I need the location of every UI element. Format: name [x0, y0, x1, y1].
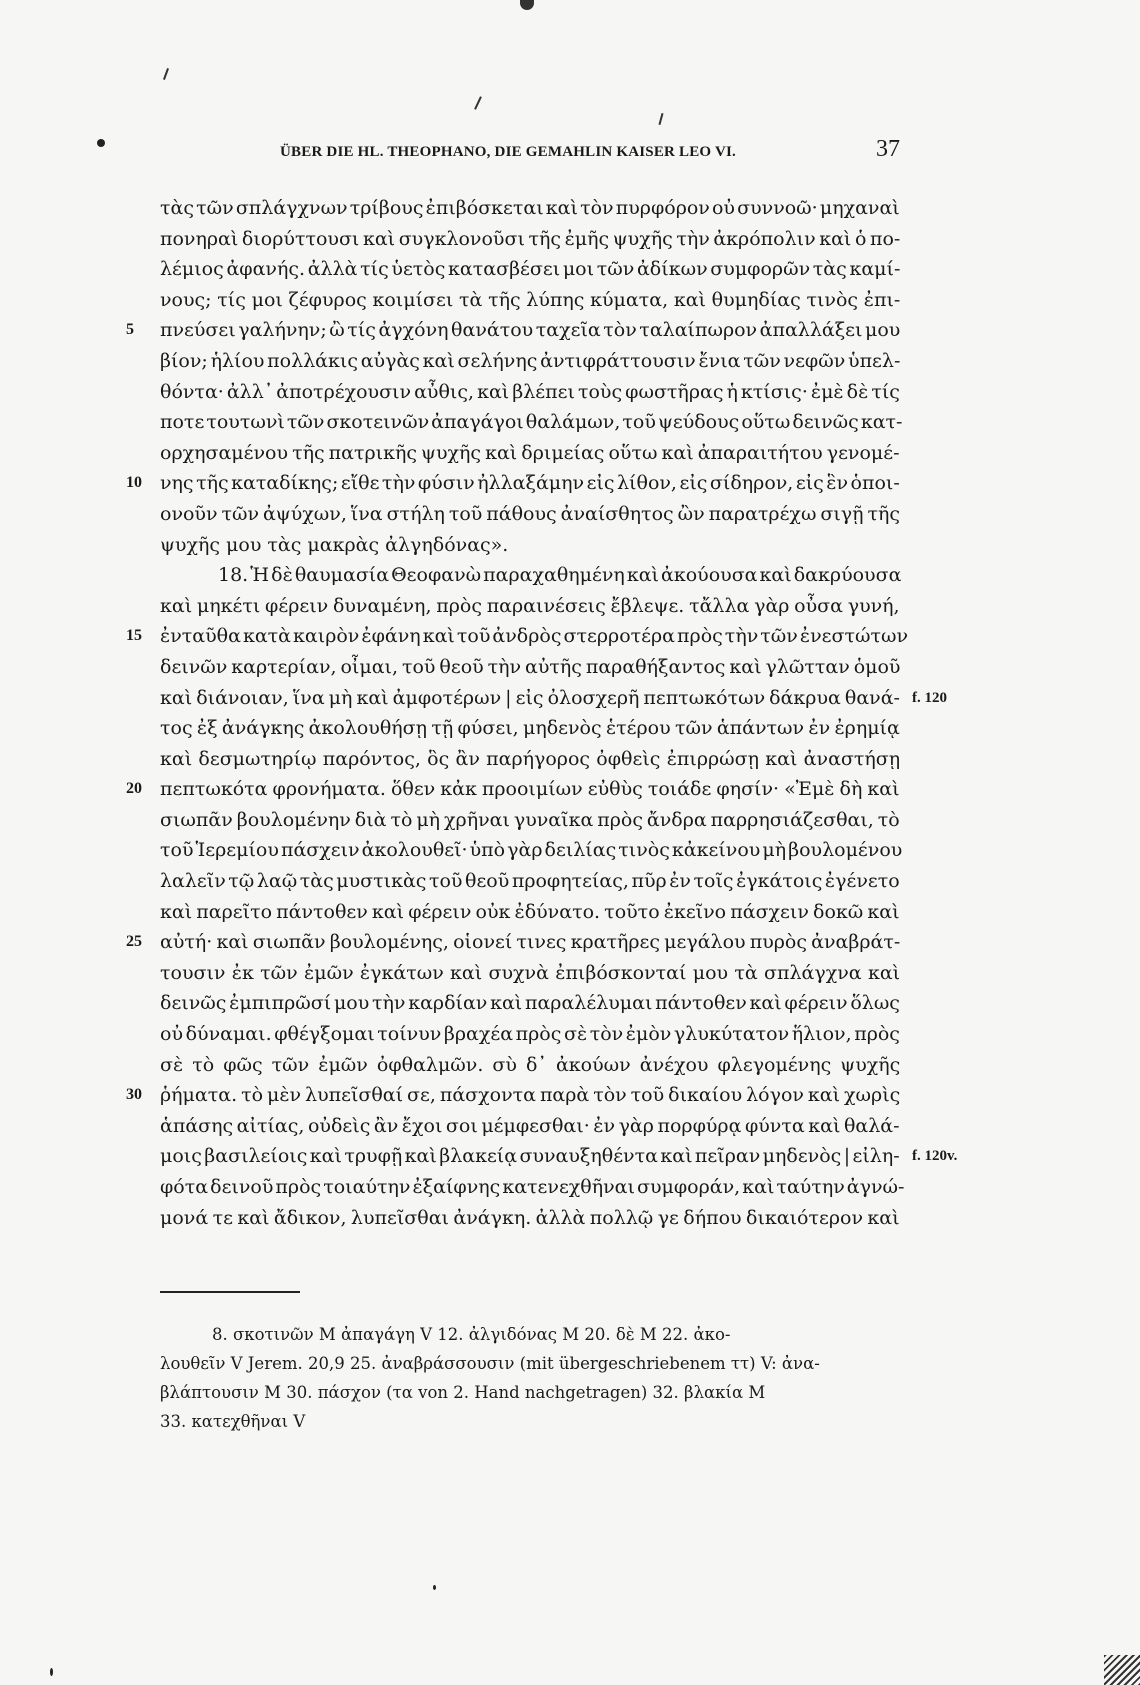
text-line	[160, 744, 900, 775]
footnote-line: λουθεῖν V Jerem. 20,9 25. ἀναβράσσουσιν (mit übergeschriebenem ττ) V: ἀνα-	[160, 1354, 820, 1373]
line-text: τουσιν ἐκ τῶν ἐμῶν ἐγκάτων καὶ συχνὰ ἐπιβόσκονταί μου τὰ σπλάγχνα καὶ	[160, 961, 901, 984]
text-line	[160, 1203, 900, 1234]
line-text: πεπτωκότα φρονήματα. ὅθεν κἀκ προοιμίων εὐθὺς τοιάδε φησίν· «Ἐμὲ δὴ καὶ	[160, 778, 900, 801]
scan-corner-pattern	[1104, 1655, 1140, 1685]
text-line	[160, 560, 900, 591]
running-head: ÜBER DIE HL. THEOPHANO, DIE GEMAHLIN KAISER LEO VI.	[280, 144, 736, 160]
line-text: φότα δεινοῦ πρὸς τοιαύτην ἐξαίφνης κατενεχθῆναι συμφοράν, καὶ ταύτην ἀγνώ-	[160, 1176, 905, 1198]
text-line	[160, 866, 900, 897]
scan-mark	[658, 113, 663, 125]
text-line	[160, 377, 900, 408]
text-line	[126, 621, 909, 652]
scan-speck	[97, 139, 105, 147]
scan-mark	[474, 96, 482, 110]
line-text: λαλεῖν τῷ λαῷ τὰς μυστικὰς τοῦ θεοῦ προφητείας, πῦρ ἐν τοῖς ἐγκάτοις ἐγένετο	[160, 870, 900, 893]
text-line	[160, 958, 900, 989]
line-text: καὶ μηκέτι φέρειν δυναμένη, πρὸς παραινέσεις ἔβλεψε. τἄλλα γὰρ οὖσα γυνή,	[160, 594, 900, 617]
scan-artifact	[520, 0, 534, 10]
footnote-line: 8. σκοτινῶν M ἀπαγάγη V 12. ἀλγιδόνας M 20. δὲ M 22. ἀκο-	[212, 1325, 731, 1344]
line-text: ονοῦν τῶν ἀψύχων, ἵνα στήλη τοῦ πάθους ἀναίσθητος ὢν παρατρέχω σιγῇ τῆς	[160, 502, 901, 525]
text-line	[160, 407, 903, 438]
text-line	[160, 652, 900, 683]
line-text: βίον; ἡλίου πολλάκις αὐγὰς καὶ σελήνης ἀντιφράττουσιν ἔνια τῶν νεφῶν ὑπελ-	[160, 349, 901, 372]
page-header	[160, 136, 900, 163]
line-text: ῥήματα. τὸ μὲν λυπεῖσθαί σε, πάσχοντα παρὰ τὸν τοῦ δικαίου λόγον καὶ χωρὶς	[160, 1084, 901, 1107]
text-line	[126, 315, 901, 346]
line-text: ορχησαμένου τῆς πατρικῆς ψυχῆς καὶ δριμείας οὕτω καὶ ἀπαραιτήτου γενομέ-	[160, 441, 900, 464]
text-line	[126, 468, 900, 499]
line-text: καὶ δεσμωτηρίῳ παρόντος, ὃς ἂν παρήγορος ὀφθεὶς ἐπιρρώσῃ καὶ ἀναστήσῃ	[160, 747, 901, 770]
line-text: σιωπᾶν βουλομένην διὰ τὸ μὴ χρῆναι γυναῖκα πρὸς ἄνδρα παρρησιάζεσθαι, τὸ	[160, 808, 900, 831]
text-line	[160, 224, 900, 255]
line-number: 25	[126, 933, 142, 951]
scan-speck	[50, 1668, 53, 1676]
line-text: νης τῆς καταδίκης; εἴθε τὴν φύσιν ἠλλαξάμην εἰς λίθον, εἰς σίδηρον, εἰς ἓν ὁποι-	[160, 472, 900, 495]
line-text: ἐνταῦθα κατὰ καιρὸν ἐφάνη καὶ τοῦ ἀνδρὸς στερροτέρα πρὸς τὴν τῶν ἐνεστώτων	[160, 625, 909, 648]
text-line	[160, 1141, 958, 1172]
folio-marker: f. 120v.	[912, 1148, 958, 1165]
line-text: νους; τίς μοι ζέφυρος κοιμίσει τὰ τῆς λύπης κύματα, καὶ θυμηδίας τινὸς ἐπι-	[160, 288, 901, 311]
line-text: τος ἐξ ἀνάγκης ἀκολουθήσῃ τῇ φύσει, μηδενὸς ἑτέρου τῶν ἁπάντων ἐν ἐρημίᾳ	[160, 717, 900, 740]
scan-mark	[163, 68, 169, 80]
line-text: πονηραὶ διορύττουσι καὶ συγκλονοῦσι τῆς ἐμῆς ψυχῆς τὴν ἀκρόπολιν καὶ ὁ πο-	[160, 227, 901, 250]
line-text: καὶ παρεῖτο πάντοθεν καὶ φέρειν οὐκ ἐδύνατο. τοῦτο ἐκεῖνο πάσχειν δοκῶ καὶ	[160, 900, 900, 923]
line-text: 18. Ἡ δὲ θαυμασία Θεοφανὼ παραχαθημένη καὶ ἀκούουσα καὶ δακρύουσα	[218, 564, 902, 587]
line-number: 15	[126, 627, 142, 645]
text-line	[160, 285, 900, 316]
text-line	[160, 835, 903, 866]
footnote-rule	[160, 1291, 300, 1293]
line-text: μονά τε καὶ ἄδικον, λυπεῖσθαι ἀνάγκη. ἀλλὰ πολλῷ γε δήπου δικαιότερον καὶ	[160, 1206, 900, 1229]
line-text: λέμιος ἀφανής. ἀλλὰ τίς ὑετὸς κατασβέσει μοι τῶν ἀδίκων συμφορῶν τὰς καμί-	[160, 258, 901, 281]
folio-marker: f. 120	[912, 689, 947, 706]
line-text: ἁπάσης αἰτίας, οὐδεὶς ἂν ἔχοι σοι μέμφεσθαι· ἐν γὰρ πορφύρᾳ φύντα καὶ θαλά-	[160, 1114, 900, 1137]
footnote-line: βλάπτουσιν M 30. πάσχον (τα von 2. Hand nachgetragen) 32. βλακία M	[160, 1383, 766, 1402]
line-text: οὐ δύναμαι. φθέγξομαι τοίνυν βραχέα πρὸς σὲ τὸν ἐμὸν γλυκύτατον ἥλιον, πρὸς	[160, 1023, 900, 1046]
line-text: δεινῶς ἐμπιπρῶσί μου τὴν καρδίαν καὶ παραλέλυμαι πάντοθεν καὶ φέρειν ὅλως	[160, 992, 900, 1015]
text-line	[160, 346, 900, 377]
line-text: πνεύσει γαλήνην; ὢ τίς ἀγχόνη θανάτου ταχεῖα τὸν ταλαίπωρον ἀπαλλάξει μου	[160, 319, 901, 342]
text-line	[126, 774, 900, 805]
text-line	[160, 713, 900, 744]
text-line	[160, 499, 900, 530]
line-number: 30	[126, 1086, 142, 1104]
line-text: τὰς τῶν σπλάγχνων τρίβους ἐπιβόσκεται καὶ τὸν πυρφόρον οὐ συννοῶ· μηχαναὶ	[160, 197, 900, 219]
line-number: 5	[126, 321, 134, 339]
text-line	[126, 1080, 901, 1111]
text-line	[160, 805, 900, 836]
text-line	[160, 530, 900, 561]
line-number: 10	[126, 474, 142, 492]
line-text: θόντα· ἀλλ᾿ ἀποτρέχουσιν αὖθις, καὶ βλέπει τοὺς φωστῆρας ἡ κτίσις· ἐμὲ δὲ τίς	[160, 380, 900, 403]
footnote-line: 33. κατεχθῆναι V	[160, 1412, 306, 1431]
text-line	[160, 988, 900, 1019]
text-line	[160, 1019, 900, 1050]
text-line	[160, 1172, 905, 1203]
text-line	[160, 1050, 900, 1081]
line-text: τοῦ Ἱερεμίου πάσχειν ἀκολουθεῖ· ὑπὸ γὰρ δειλίας τινὸς κἀκείνου μὴ βουλομένου	[160, 839, 903, 862]
line-text: ποτε τουτωνὶ τῶν σκοτεινῶν ἀπαγάγοι θαλάμων, τοῦ ψεύδους οὕτω δεινῶς κατ-	[160, 411, 903, 434]
line-number: 20	[126, 780, 142, 798]
line-text: καὶ διάνοιαν, ἵνα μὴ καὶ ἀμφοτέρων | εἰς ὀλοσχερῆ πεπτωκότων δάκρυα θανά-	[160, 686, 900, 709]
text-line	[160, 438, 900, 469]
main-text	[126, 193, 958, 1233]
text-line	[160, 897, 900, 928]
page-number: 37	[876, 136, 900, 162]
text-line	[126, 927, 901, 958]
scan-speck	[433, 1585, 436, 1590]
line-text: δεινῶν καρτερίαν, οἶμαι, τοῦ θεοῦ τὴν αὐτῆς παραθήξαντος καὶ γλῶτταν ὁμοῦ	[160, 655, 901, 678]
text-line	[160, 591, 900, 622]
text-line	[160, 254, 900, 285]
line-text: αὐτή· καὶ σιωπᾶν βουλομένης, οἱονεί τινες κρατῆρες μεγάλου πυρὸς ἀναβράτ-	[160, 931, 901, 954]
text-line	[160, 1111, 900, 1142]
line-text: ψυχῆς μου τὰς μακρὰς ἀλγηδόνας».	[160, 533, 509, 556]
text-line	[160, 193, 900, 224]
critical-apparatus	[160, 1320, 900, 1436]
text-line	[160, 683, 947, 714]
line-text: μοις βασιλείοις καὶ τρυφῇ καὶ βλακείᾳ συναυξηθέντα καὶ πεῖραν μηδενὸς | εἰλη-	[160, 1145, 900, 1168]
line-text: σὲ τὸ φῶς τῶν ἐμῶν ὀφθαλμῶν. σὺ δ᾿ ἀκούων ἀνέχου φλεγομένης ψυχῆς	[160, 1053, 901, 1076]
